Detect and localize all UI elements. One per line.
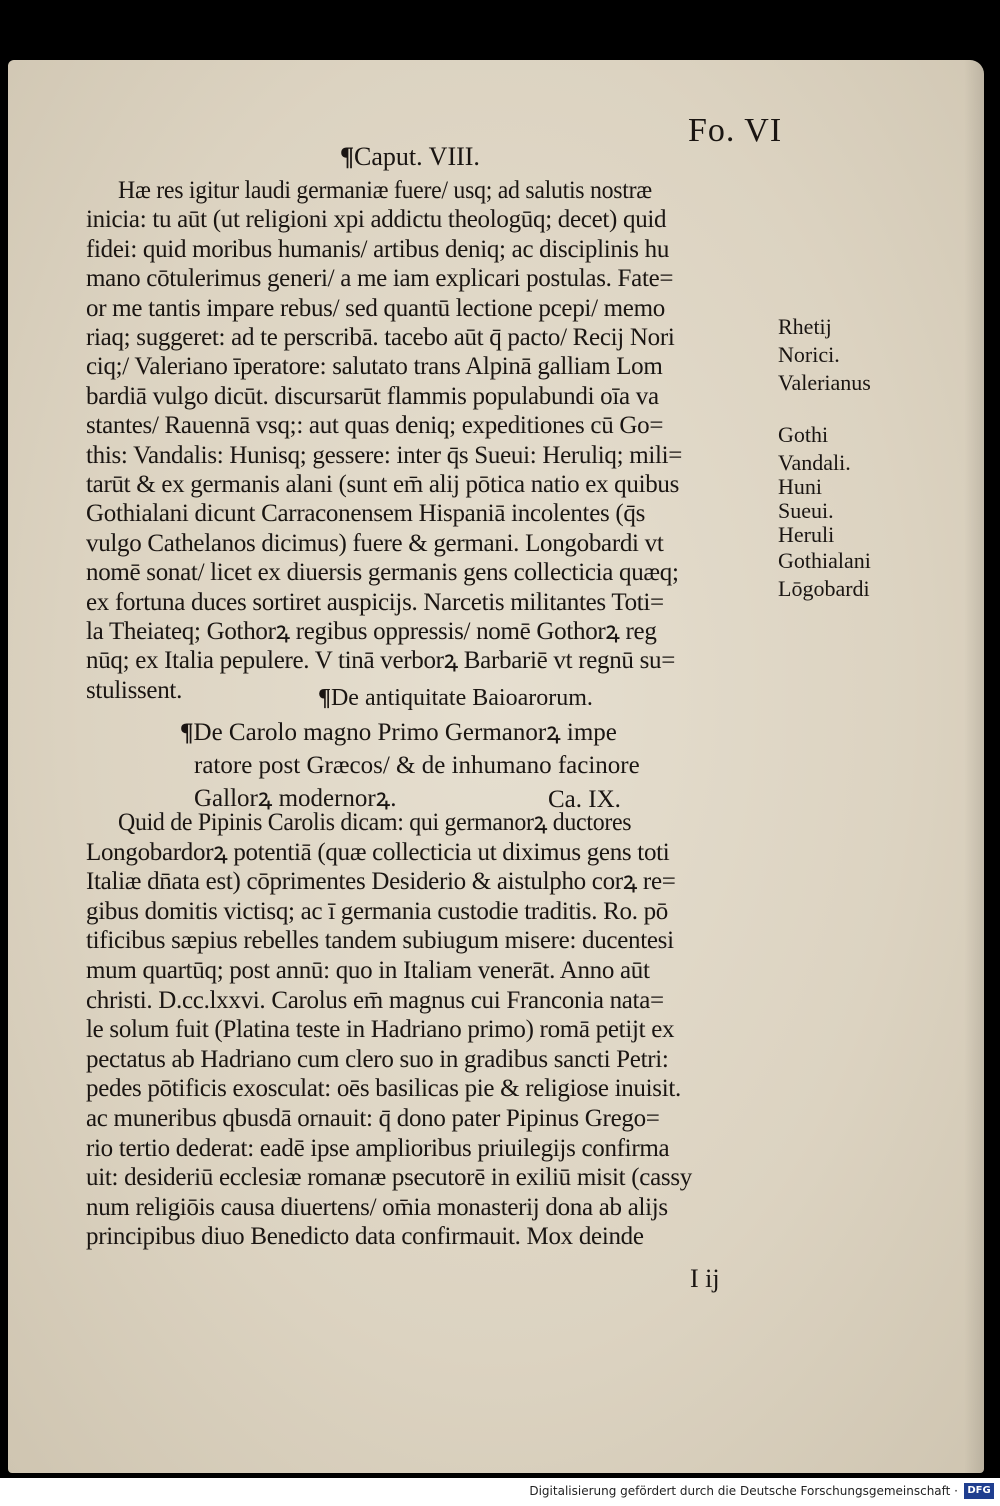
text-line: Hæ res igitur laudi germaniæ fuere/ usq; ad salutis nostræ	[118, 177, 652, 204]
marginal-note: Gothialani	[778, 548, 871, 573]
marginal-note: Lōgobardi	[778, 576, 870, 601]
text-line: rio tertio dederat: eadē ipse amplioribus priuilegijs confirma	[86, 1134, 670, 1162]
text-line: tificibus sæpius rebelles tandem subiugum misere: ducentesi	[86, 927, 674, 955]
text-line: stantes/ Rauennā vsq;: aut quas deniq; expeditiones cū Go=	[86, 412, 664, 440]
text-line: fidei: quid moribus humanis/ artibus deniq; ac disciplinis hu	[86, 235, 670, 263]
text-line: la Theiateq; Gothorꝝ regibus oppressis/ nomē Gothorꝝ reg	[86, 618, 657, 645]
footer-bar	[0, 1478, 1000, 1506]
chapter-9-heading-text: De Carolo magno Primo Germanorꝝ impe	[193, 719, 617, 746]
chapter-9-heading-line	[180, 720, 617, 745]
chapter-8-heading	[340, 144, 480, 170]
text-line: this: Vandalis: Hunisq; gessere: inter q̄s Sueui: Heruliq; mili=	[86, 441, 683, 469]
chapter-9-label: Ca. IX.	[548, 786, 621, 813]
marginal-note: Heruli	[778, 522, 835, 547]
text-line: riaq; suggeret: ad te perscribā. tacebo aūt q̄ pacto/ Recij Nori	[86, 324, 675, 351]
text-line: inicia: tu aūt (ut religioni xpi addictu theologūq; decet) quid	[86, 206, 667, 234]
text-line: le solum fuit (Platina teste in Hadriano primo) romā petijt ex	[86, 1016, 675, 1044]
text-line: Gothialani dicunt Carraconensem Hispaniā incolentes (q̄s	[86, 500, 646, 528]
marginal-note: Rhetij	[778, 314, 832, 339]
text-line: ex fortuna duces sortiret auspicijs. Narcetis militantes Toti=	[86, 588, 664, 616]
text-line: Longobardorꝝ potentiā (quæ collecticia ut diximus gens toti	[86, 838, 670, 866]
text-line: mum quartūq; post annū: quo in Italiam venerāt. Anno aūt	[86, 957, 650, 984]
text-line: stulissent.	[86, 676, 183, 704]
text-line: nūq; ex Italia pepulere. V tinā verborꝝ Barbariē vt regnū su=	[86, 647, 675, 675]
inline-heading-text: De antiquitate Baioarorum.	[330, 685, 593, 711]
chapter-9-heading-line: ratore post Græcos/ & de inhumano facinore	[194, 752, 640, 779]
paragraph-mark-icon: ¶	[318, 685, 331, 711]
marginal-note: Norici.	[778, 342, 840, 367]
text-line: pedes pōtificis exosculat: oēs basilicas pie & religiose inuisit.	[86, 1075, 681, 1103]
chapter-9-heading-line: Gallorꝝ modernorꝝ.	[194, 785, 397, 812]
text-line: principibus diuo Benedicto data confirmauit. Mox deinde	[86, 1223, 644, 1251]
text-line: Quid de Pipinis Carolis dicam: qui germanorꝝ ductores	[118, 809, 632, 836]
text-line: christi. D.cc.lxxvi. Carolus em̄ magnus cui Franconia nata=	[86, 986, 664, 1014]
marginal-note: Sueui.	[778, 498, 834, 523]
text-line: gibus domitis victisq; ac ī germania custodie traditis. Ro. pō	[86, 897, 669, 925]
page-edge-shadow	[964, 60, 984, 1473]
text-line: Italiæ dn̄ata est) cōprimentes Desiderio & aistulpho corꝝ re=	[86, 868, 676, 896]
folio-number: Fo. VI	[688, 112, 783, 149]
marginal-note: Vandali.	[778, 450, 851, 475]
signature-mark: I ij	[690, 1264, 720, 1293]
text-line: nomē sonat/ licet ex diuersis germanis gens collecticia quæq;	[86, 559, 679, 587]
text-line: tarūt & ex germanis alani (sunt em̄ alij pōtica natio ex quibus	[86, 471, 680, 498]
text-line: uit: desideriū ecclesiæ romanæ psecutorē in exiliū misit (cassy	[86, 1164, 692, 1192]
inline-heading-baioarorum	[318, 686, 593, 710]
dfg-logo-icon: DFG	[964, 1483, 994, 1499]
text-line: bardiā vulgo dicūt. discursarūt flammis populabundi oīa va	[86, 382, 659, 410]
paragraph-mark-icon: ¶	[340, 142, 355, 171]
text-line: pectatus ab Hadriano cum clero suo in gradibus sancti Petri:	[86, 1045, 669, 1073]
chapter-8-title: Caput. VIII.	[354, 142, 480, 171]
marginal-note: Valerianus	[778, 370, 871, 395]
text-line: ciq;/ Valeriano īperatore: salutato trans Alpinā galliam Lom	[86, 353, 663, 381]
text-line: num religiōis causa diuertens/ om̄ia monasterij dona ab alijs	[86, 1193, 668, 1221]
footer-credit: Digitalisierung gefördert durch die Deutsche Forschungsgemeinschaft ·	[529, 1484, 958, 1498]
text-line: mano cōtulerimus generi/ a me iam explicari postulas. Fate=	[86, 265, 674, 293]
text-line: vulgo Cathelanos dicimus) fuere & germani. Longobardi vt	[86, 529, 664, 557]
marginal-note: Gothi	[778, 422, 829, 447]
text-line: ac muneribus qbusdā ornauit: q̄ dono pater Pipinus Grego=	[86, 1105, 660, 1132]
text-line: or me tantis impare rebus/ sed quantū lectione pcepi/ memo	[86, 294, 665, 322]
marginal-note: Huni	[778, 474, 822, 499]
paragraph-mark-icon: ¶	[180, 719, 194, 746]
